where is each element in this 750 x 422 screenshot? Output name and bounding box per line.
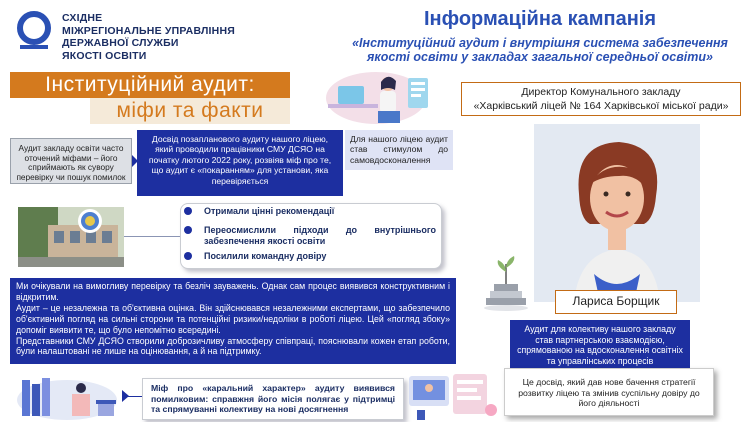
main-paragraph: Представники СМУ ДСЯО створили доброзичливу атмосферу співпраці, пояснювали кожен етап роботи, були налаштовані не лише на оцінювання, а й на підтримку.	[16, 335, 450, 357]
conclusion-card: Це досвід, який дав нове бачення стратегії розвитку ліцею та змінив суспільну довіру до його діяльності	[504, 368, 714, 416]
main-paragraph: Ми очікували на вимогливу перевірку та безліч зауважень. Однак сам процес виявився конструктивним і відкритим.	[16, 281, 450, 302]
connector-line	[128, 396, 142, 397]
myth-debunk-card: Міф про «каральний характер» аудиту виявився помилковим: справжня його місія полягає у підтримці та спрямуванні колективу на нові досягнення	[142, 378, 404, 420]
org-line: СХІДНЕ	[62, 12, 103, 24]
subtitle-line: якості освіти у закладах загальної середньої освіти»	[367, 50, 713, 64]
bullet-dot-icon	[184, 226, 192, 234]
library-illustration	[12, 370, 122, 422]
online-meeting-illustration	[405, 370, 501, 422]
myth-card: Аудит закладу освіти часто оточений міфами – його сприймають як сувору перевірку чи пошук помилок	[10, 138, 132, 184]
director-title: Директор Комунального закладу	[521, 86, 681, 98]
banner-subheading: міфи та факти	[90, 98, 290, 124]
org-line: ЯКОСТІ ОСВІТИ	[62, 49, 147, 62]
page-subtitle	[330, 36, 750, 64]
result-item: Отримали цінні рекомендації	[204, 206, 335, 216]
director-caption	[461, 82, 741, 116]
result-item: Посилили командну довіру	[204, 251, 327, 261]
school-name: «Харківський ліцей № 164 Харківської міської ради»	[473, 100, 729, 112]
school-building-image	[18, 207, 124, 267]
director-portrait	[534, 124, 700, 302]
bullet-dot-icon	[184, 207, 192, 215]
main-paragraph: Аудит – це незалежна та об'єктивна оцінка. Він здійснювався незалежними експертами, що забезпечило об'єктивний погляд на сильні сторони та потенційні ризики/недоліки в роботі ліцею. Цей «погляд збоку» допоміг виявити те, що було непомітно всередині.	[16, 302, 450, 335]
audit-collective-card: Аудит для колективу нашого закладу став партнерською взаємодією, спрямованою на вдосконалення освітніх та управлінських процесів	[510, 320, 690, 368]
o-logo-icon	[14, 8, 56, 50]
banner-heading: Інституційний аудит:	[10, 72, 290, 98]
director-name: Лариса Борщик	[555, 290, 677, 314]
org-name	[62, 12, 235, 62]
main-text-block	[10, 278, 456, 364]
subtitle-line: «Інституційний аудит і внутрішня система забезпечення	[352, 36, 728, 50]
bullet-dot-icon	[184, 252, 192, 260]
stimulus-card: Для нашого ліцею аудит став стимулом до самовдосконалення	[345, 130, 453, 170]
org-line: ДЕРЖАВНОЇ СЛУЖБИ	[62, 37, 179, 49]
page-title: Інформаційна кампанія	[423, 8, 657, 30]
org-line: МІЖРЕГІОНАЛЬНЕ УПРАВЛІННЯ	[62, 24, 235, 37]
result-item: Переосмислили підходи до внутрішнього забезпечення якості освіти	[204, 225, 436, 246]
experience-card: Досвід позапланового аудиту нашого ліцею, який проводили працівники СМУ ДСЯО на початку лютого 2022 року, розвіяв міф про те, що аудит є «покаранням» для установи, яка перевіряється	[137, 130, 343, 196]
books-growth-illustration	[476, 254, 536, 314]
woman-at-desk-illustration	[318, 66, 448, 126]
connector-line	[124, 236, 180, 237]
